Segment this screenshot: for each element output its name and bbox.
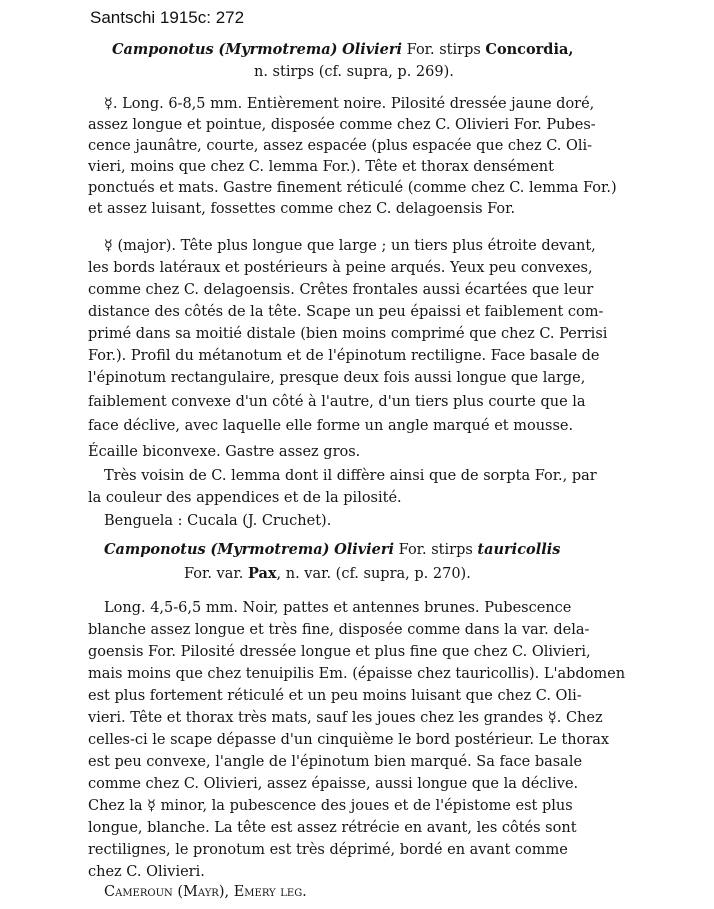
section2-description-line: est peu convexe, l'angle de l'épinotum bien marqué. Sa face basale [88,754,583,770]
section1-major-line: les bords latéraux et postérieurs à peine arqués. Yeux peu convexes, [88,260,593,276]
section1-locality: Benguela : Cucala (J. Cruchet). [104,513,332,529]
section2-description-line: est plus fortement réticulé et un peu moins luisant que chez C. Oli- [88,688,582,704]
section1-major-line: ☿ (major). Tête plus longue que large ; un tiers plus étroite devant, [104,238,596,254]
section2-locality: Cameroun (Mayr), Emery leg. [104,884,307,900]
section2-description-line: goensis For. Pilosité dressée longue et plus fine que chez C. Olivieri, [88,644,591,660]
section1-major-line: For.). Profil du métanotum et de l'épinotum rectiligne. Face basale de [88,348,600,364]
section1-worker-line: ☿. Long. 6-8,5 mm. Entièrement noire. Pilosité dressée jaune doré, [104,96,595,112]
section2-title-pre: For. var. [184,566,244,582]
section1-title [112,40,573,60]
section1-major-line: face déclive, avec laquelle elle forme un angle marqué et mousse. [88,418,574,434]
section1-major-line: l'épinotum rectangulaire, presque deux fois aussi longue que large, [88,370,586,386]
section2-description-line: mais moins que chez tenuipilis Em. (épaisse chez tauricollis). L'abdomen [88,666,626,682]
section2-title [104,540,560,560]
section2-description-line: Long. 4,5-6,5 mm. Noir, pattes et antennes brunes. Pubescence [104,600,572,616]
section1-stirps: Concordia, [485,41,574,58]
section1-major-line: Écaille biconvexe. Gastre assez gros. [88,444,361,460]
section1-worker-line: vieri, moins que chez C. lemma For.). Tête et thorax densément [88,159,554,175]
page-header-citation: Santschi 1915c: 272 [90,8,245,27]
section2-stirps: tauricollis [477,541,561,558]
section2-description-line: longue, blanche. La tête est assez rétrécie en avant, les côtés sont [88,820,577,836]
section1-major-line: comme chez C. delagoensis. Crêtes frontales aussi écartées que leur [88,282,594,298]
section2-description-line: Chez la ☿ minor, la pubescence des joues et de l'épistome est plus [88,798,573,814]
section2-description-line: vieri. Tête et thorax très mats, sauf les joues chez les grandes ☿. Chez [88,710,603,726]
section2-species: Olivieri [334,541,395,558]
section2-description-line: celles-ci le scape dépasse d'un cinquième le bord postérieur. Le thorax [88,732,610,748]
section2-description-line: rectilignes, le pronotum est très déprimé, bordé en avant comme [88,842,568,858]
section1-major-line: primé dans sa moitié distale (bien moins comprimé que chez C. Perrisi [88,326,608,342]
section2-description-line: comme chez C. Olivieri, assez épaisse, aussi longue que la déclive. [88,776,579,792]
section1-species: Olivieri [342,41,403,58]
section1-worker-line: cence jaunâtre, courte, assez espacée (plus espacée que chez C. Oli- [88,138,593,154]
section1-major-line: distance des côtés de la tête. Scape un peu épaissi et faiblement com- [88,304,604,320]
section1-author: For. stirps [406,42,481,58]
section2-title-line2 [184,564,471,584]
section1-worker-line: ponctués et mats. Gastre finement réticulé (comme chez C. lemma For.) [88,180,617,196]
section2-title-post: , n. var. (cf. supra, p. 270). [276,566,471,582]
section2-description-line: chez C. Olivieri. [88,864,205,880]
section2-subgenus: (Myrmotrema) [210,541,330,558]
section2-author: For. stirps [398,542,473,558]
section1-major-line: faiblement convexe d'un côté à l'autre, d'un tiers plus courte que la [88,394,586,410]
section1-genus: Camponotus [112,41,214,58]
section2-description-line: blanche assez longue et très fine, disposée comme dans la var. dela- [88,622,590,638]
section2-genus: Camponotus [104,541,206,558]
section2-variety: Pax [247,565,277,582]
section1-subgenus: (Myrmotrema) [218,41,338,58]
section1-worker-line: et assez luisant, fossettes comme chez C. delagoensis For. [88,201,516,217]
section1-worker-line: assez longue et pointue, disposée comme chez C. Olivieri For. Pubes- [88,117,596,133]
section1-comparison-line: la couleur des appendices et de la pilosité. [88,490,402,506]
section1-comparison-line: Très voisin de C. lemma dont il diffère ainsi que de sorpta For., par [104,468,597,484]
section1-title-line2: n. stirps (cf. supra, p. 269). [254,64,454,80]
